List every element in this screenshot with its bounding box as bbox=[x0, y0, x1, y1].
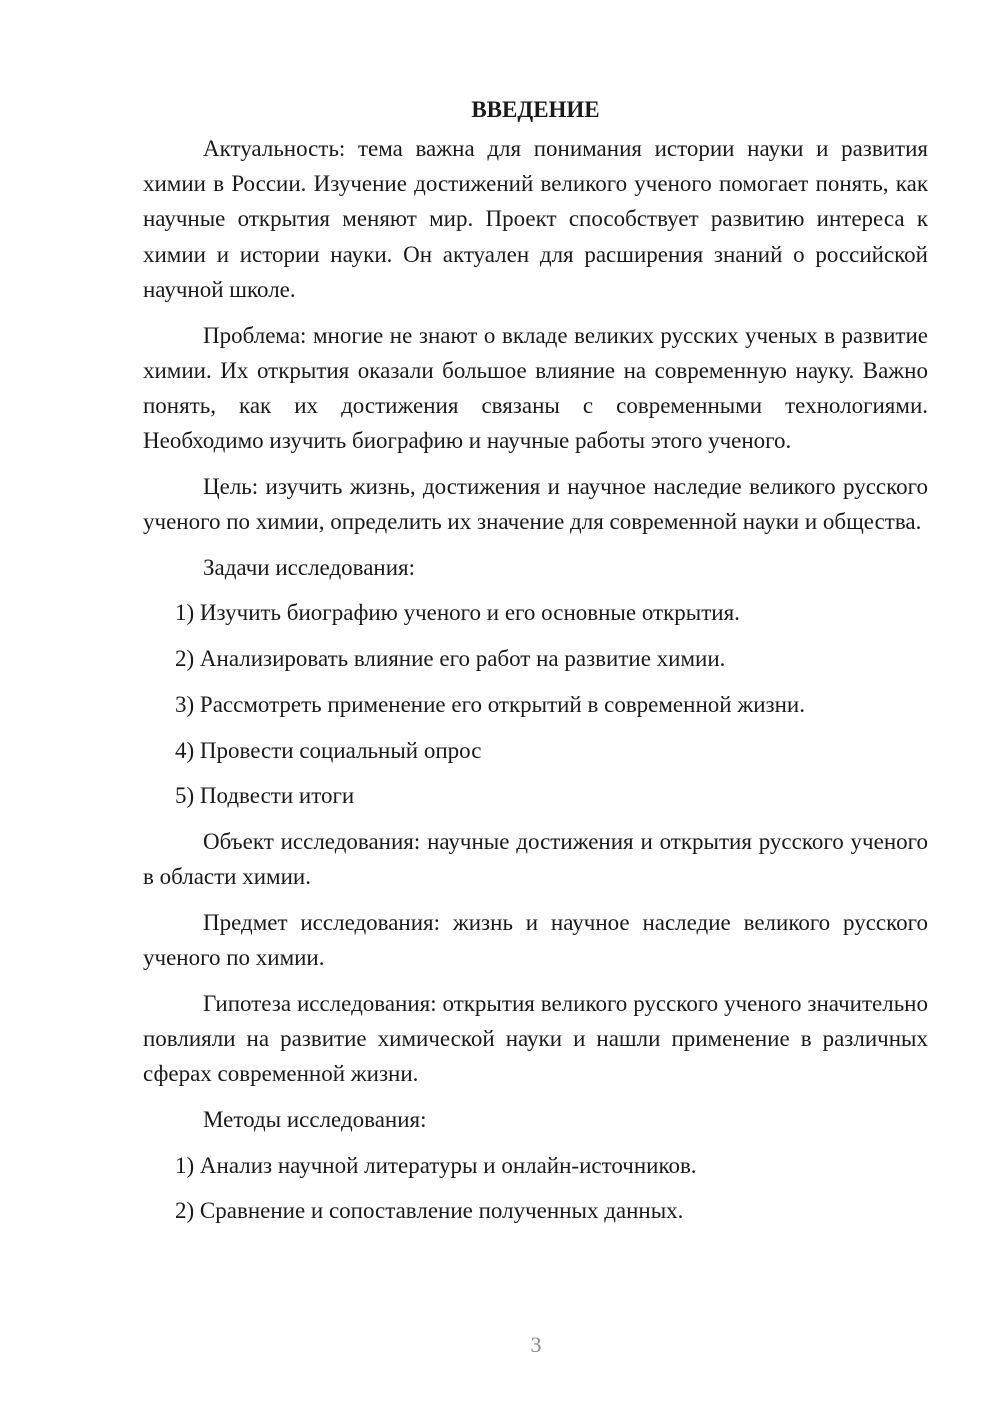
methods-list bbox=[143, 1148, 928, 1229]
list-item: 3) Рассмотреть применение его открытий в современной жизни. bbox=[175, 691, 805, 717]
list-item: 5) Подвести итоги bbox=[175, 783, 355, 809]
paragraph-object: Объект исследования: научные достижения и открытия русского ученого в области химии. bbox=[143, 828, 928, 890]
list-item: 2) Сравнение и сопоставление полученных данных. bbox=[175, 1198, 684, 1224]
list-item: 1) Изучить биографию ученого и его основные открытия. bbox=[175, 600, 740, 626]
paragraph-goal: Цель: изучить жизнь, достижения и научное наследие великого русского ученого по химии, определить их значение для современной науки и общества. bbox=[143, 473, 928, 535]
paragraph-subject: Предмет исследования: жизнь и научное наследие великого русского ученого по химии. bbox=[143, 909, 928, 971]
section-title: ВВЕДЕНИЕ bbox=[471, 97, 600, 122]
page-number: 3 bbox=[530, 1332, 542, 1357]
tasks-heading: Задачи исследования: bbox=[203, 554, 416, 580]
list-item: 1) Анализ научной литературы и онлайн-источников. bbox=[175, 1152, 697, 1178]
list-item: 4) Провести социальный опрос bbox=[175, 737, 482, 763]
paragraph-hypothesis: Гипотеза исследования: открытия великого русского ученого значительно повлияли на развитие химической науки и нашли применение в различных сферах современной жизни. bbox=[143, 990, 928, 1087]
list-item: 2) Анализировать влияние его работ на развитие химии. bbox=[175, 646, 726, 672]
document-page bbox=[143, 92, 928, 1239]
tasks-list bbox=[143, 595, 928, 813]
methods-heading: Методы исследования: bbox=[203, 1106, 427, 1132]
paragraph-relevance: Актуальность: тема важна для понимания истории науки и развития химии в России. Изучение достижений великого ученого помогает понять, как научные открытия меняют мир. Проект способствует развитию интереса к химии и истории науки. Он актуален для расширения знаний о российской научной школе. bbox=[143, 136, 928, 302]
paragraph-problem: Проблема: многие не знают о вкладе великих русских ученых в развитие химии. Их открытия оказали большое влияние на современную науку. Важно понять, как их достижения связаны с современными технологиями. Необходимо изучить биографию и научные работы этого ученого. bbox=[143, 322, 928, 454]
